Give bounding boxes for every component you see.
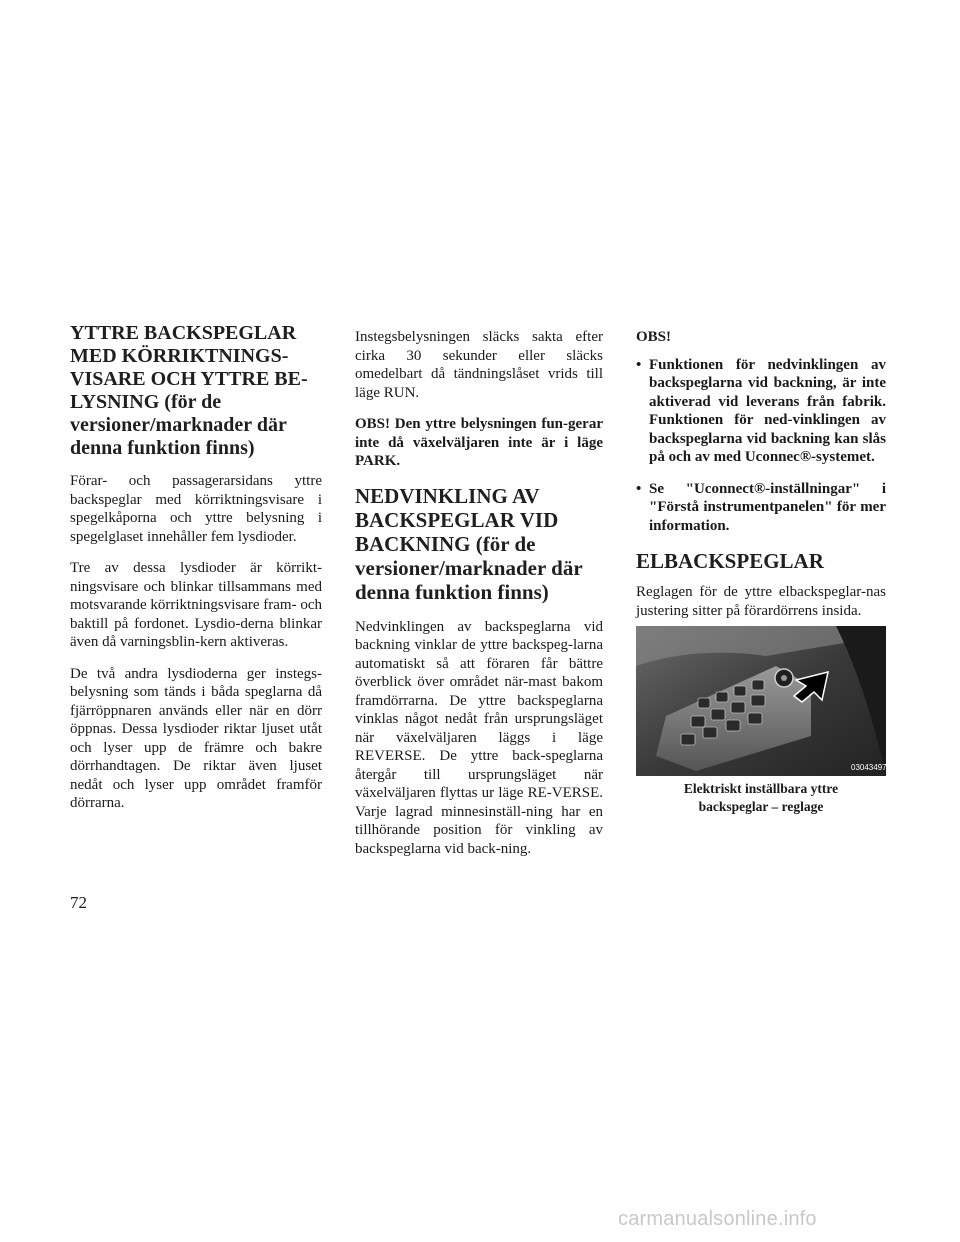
image-code: 030434975 — [851, 763, 892, 772]
watermark: carmanualsonline.info — [618, 1208, 817, 1230]
caption-line: backspeglar – reglage — [698, 799, 824, 814]
column-3 — [636, 328, 892, 816]
column-1 — [70, 322, 322, 826]
paragraph: Tre av dessa lysdioder är körrikt-ningsvisare och blinkar tillsammans med motsvarande körriktningsvisare fram- och baktill på fordonet. Lysdio-derna blinkar även då varningsblin-kern aktiveras. — [70, 560, 323, 650]
figure-caption — [636, 780, 886, 816]
list-item-text: Funktionen för nedvinklingen av backspeglarna vid backning, är inte aktiverad vid leverans från fabrik. Funktionen för ned-vinklingen av backspeglarna vid backning kan slås på och av med Uconnec®-systemet. — [649, 356, 886, 465]
paragraph: Nedvinklingen av backspeglarna vid backning vinklar de yttre backspeg-larna automatiskt så att föraren får bättre överblick över området när-mast bakom framdörrarna. De yttre backspeglarna vinklas något nedåt från ursprungsläget när växelväljaren läggs i läge REVERSE. De yttre back-speglarna återgår till ursprungsläget när växelväljaren flyttas ur läge RE-VERSE. Varje lagrad minnesinställ-ning har en tillhörande position för vinkling av backspeglarna vid back-ning. — [355, 618, 603, 857]
page-number: 72 — [70, 893, 87, 912]
paragraph: Instegsbelysningen släcks sakta efter cirka 30 sekunder eller släcks omedelbart då tändningslåset vrids till läge RUN. — [355, 329, 603, 401]
note-obs-label: OBS! — [636, 329, 672, 345]
bullet-list — [636, 356, 886, 536]
column-2 — [355, 328, 603, 871]
note-obs: OBS! Den yttre belysningen fun-gerar inte då växelväljaren inte är i läge PARK. — [355, 416, 603, 469]
caption-line: Elektriskt inställbara yttre — [683, 781, 839, 796]
list-item — [636, 480, 886, 536]
bullet-icon: • — [636, 356, 642, 373]
mirror-controls-photo — [636, 626, 892, 776]
list-item-text: Se "Uconnect®-inställningar" i "Förstå instrumentpanelen" för mer information. — [649, 480, 886, 534]
section-heading-reverse-tilt — [355, 484, 603, 604]
heading-main: NEDVINKLING AV BACKSPEGLAR VID BACKNING — [355, 483, 559, 556]
paragraph: Reglagen för de yttre elbackspeglar-nas justering sitter på förardörrens insida. — [636, 584, 886, 619]
heading-main: YTTRE BACKSPEGLAR MED KÖRRIKTNINGS-VISARE OCH YTTRE BE-LYSNING — [70, 322, 308, 413]
section-heading-power-mirrors: ELBACKSPEGLAR — [636, 549, 824, 573]
heading-suffix: (för de versioner/marknader där denna funktion finns) — [70, 391, 287, 459]
heading-suffix: (för de versioner/marknader där denna funktion finns) — [355, 531, 583, 604]
section-heading-exterior-mirrors — [70, 322, 322, 460]
paragraph: De två andra lysdioderna ger instegs-belysning som tänds i båda speglarna då fjärröppnaren används eller när en dörr öppnas. Dessa lysdioder riktar ljuset utåt och lyser upp de främre och bakre dörrhandtagen. De riktar även ljuset nedåt och lyser upp området framför dörrarna. — [70, 665, 322, 811]
bullet-icon: • — [636, 480, 642, 497]
list-item — [636, 356, 886, 467]
paragraph: Förar- och passagerarsidans yttre backspeglar med körriktningsvisare i spegelkåporna och yttre belysning i spegelglaset innehåller fem lysdioder. — [70, 473, 322, 545]
